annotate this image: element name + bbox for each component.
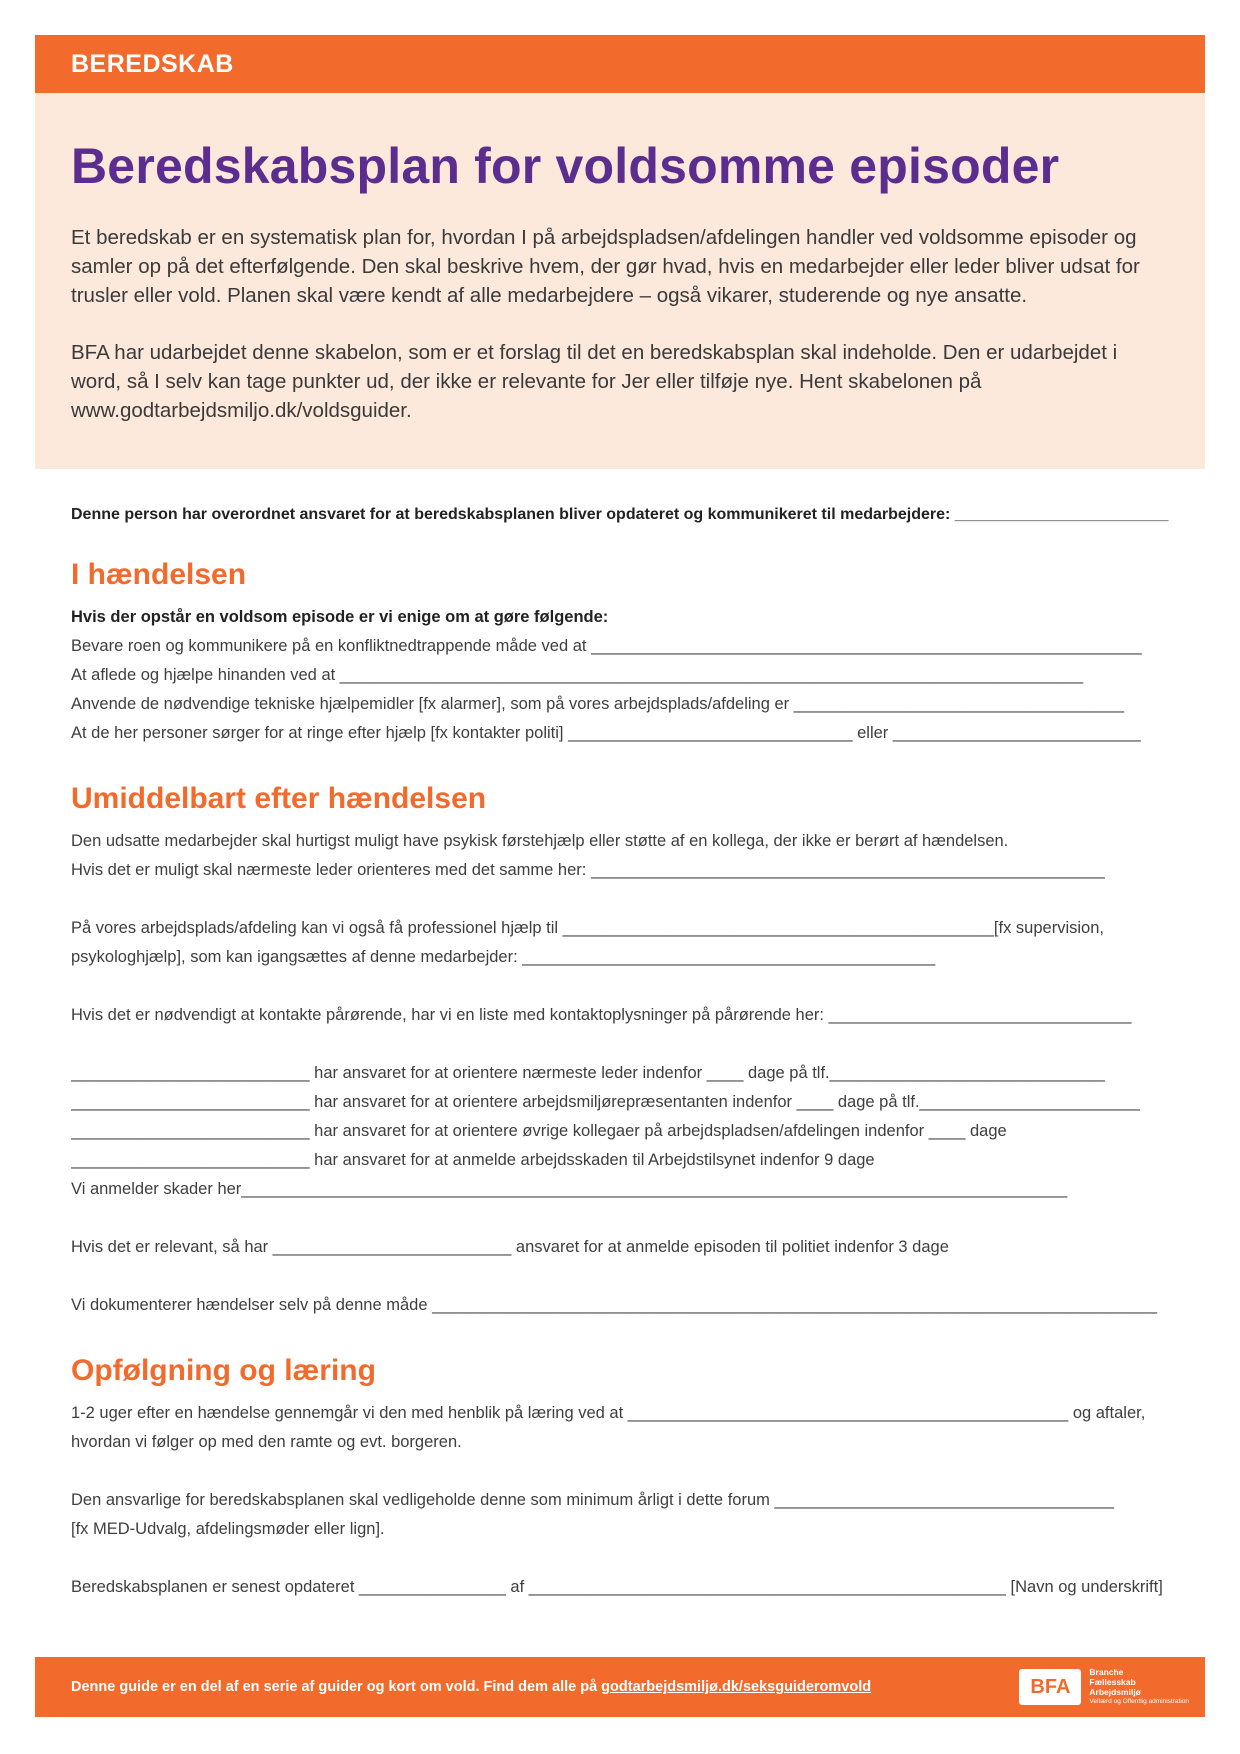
footer-text: Denne guide er en del af en serie af guider og kort om vold. Find dem alle på xyxy=(71,1679,598,1695)
logo-line: Fællesskab xyxy=(1089,1677,1136,1687)
form-line: Vi anmelder skader her__________________________________________________________________________________________ xyxy=(71,1180,1068,1198)
form-line: At aflede og hjælpe hinanden ved at _________________________________________________________________________________ xyxy=(71,666,1084,684)
form-line: Hvis det er muligt skal nærmeste leder orienteres med det samme her: ________________________________________________________ xyxy=(71,861,1105,879)
section-heading-immediately-after: Umiddelbart efter hændelsen xyxy=(71,782,487,815)
form-line: Den udsatte medarbejder skal hurtigst muligt have psykisk førstehjælp eller støtte af en kollega, der ikke er berørt af hændelsen. xyxy=(71,832,1009,850)
form-line: __________________________ har ansvaret for at orientere øvrige kollegaer på arbejdspladsen/afdelingen indenfor ____ dage xyxy=(71,1122,1007,1140)
page-title: Beredskabsplan for voldsomme episoder xyxy=(71,138,1060,194)
section-heading-during: I hændelsen xyxy=(71,558,247,591)
spacer xyxy=(71,1204,1181,1233)
intro-box xyxy=(35,93,1205,469)
bfa-logo-mark: BFA xyxy=(1019,1669,1081,1705)
form-line: [fx MED-Udvalg, afdelingsmøder eller lign]. xyxy=(71,1520,385,1538)
footer-bar xyxy=(35,1657,1205,1717)
bfa-logo-text xyxy=(1089,1667,1189,1707)
form-body xyxy=(71,500,1181,1602)
form-line: hvordan vi følger op med den ramte og evt. borgeren. xyxy=(71,1433,462,1451)
form-line: Hvis det er relevant, så har __________________________ ansvaret for at anmelde episoden til politiet indenfor 3 dage xyxy=(71,1238,949,1256)
form-line: Vi dokumenterer hændelser selv på denne måde _______________________________________________________________________________ xyxy=(71,1296,1158,1314)
form-line: Den ansvarlige for beredskabsplanen skal vedligeholde denne som minimum årligt i dette forum _____________________________________ xyxy=(71,1491,1114,1509)
form-line: Beredskabsplanen er senest opdateret ________________ af ____________________________________________________ [Navn og underskrift] xyxy=(71,1578,1163,1596)
form-line: 1-2 uger efter en hændelse gennemgår vi den med henblik på læring ved at ________________________________________________ og aftaler, xyxy=(71,1404,1146,1422)
form-line: Bevare roen og kommunikere på en konfliktnedtrappende måde ved at ____________________________________________________________ xyxy=(71,637,1142,655)
logo-line: Velfærd og Offentlig administration xyxy=(1089,1698,1189,1705)
section-heading-follow-up: Opfølgning og læring xyxy=(71,1354,376,1387)
spacer xyxy=(71,1457,1181,1486)
form-line: __________________________ har ansvaret for at orientere nærmeste leder indenfor ____ dage på tlf.______________________________ xyxy=(71,1064,1105,1082)
form-line: Hvis det er nødvendigt at kontakte pårørende, har vi en liste med kontaktoplysninger på pårørende her: _________________________________ xyxy=(71,1006,1132,1024)
logo-line: Branche xyxy=(1089,1667,1124,1677)
section-intro: Hvis der opstår en voldsom episode er vi enige om at gøre følgende: xyxy=(71,608,609,626)
form-line: __________________________ har ansvaret for at orientere arbejdsmiljørepræsentanten indenfor ____ dage på tlf.________________________ xyxy=(71,1093,1140,1111)
form-line: På vores arbejdsplads/afdeling kan vi også få professionel hjælp til _______________________________________________[fx supervision, xyxy=(71,919,1104,937)
footer-link[interactable]: godtarbejdsmiljø.dk/seksguideromvold xyxy=(601,1679,872,1695)
responsible-person-line: Denne person har overordnet ansvaret for at beredskabsplanen bliver opdateret og kommunikeret til medarbejdere: ________________________ xyxy=(71,506,1169,523)
form-line: At de her personer sørger for at ringe efter hjælp [fx kontakter politi] _______________________________ eller ___________________________ xyxy=(71,724,1141,742)
intro-paragraph-2: BFA har udarbejdet denne skabelon, som er et forslag til det en beredskabsplan skal indeholde. Den er udarbejdet i word, så I selv kan tage punkter ud, der ikke er relevante for Jer eller tilføje nye. Hent skabelonen på www.godtarbejdsmiljo.dk/voldsguider. xyxy=(71,341,1118,422)
logo-line: Arbejdsmiljø xyxy=(1089,1687,1141,1697)
intro-paragraph-1: Et beredskab er en systematisk plan for, hvordan I på arbejdspladsen/afdelingen handler ved voldsomme episoder og samler op på det efterfølgende. Den skal beskrive hvem, der gør hvad, hvis en medarbejder eller leder bliver udsat for trusler eller vold. Planen skal være kendt af alle medarbejdere – også vikarer, studerende og nye ansatte. xyxy=(71,226,1140,307)
section-label: BEREDSKAB xyxy=(35,35,1205,93)
spacer xyxy=(71,1544,1181,1573)
form-line: Anvende de nødvendige tekniske hjælpemidler [fx alarmer], som på vores arbejdsplads/afdeling er ____________________________________ xyxy=(71,695,1125,713)
spacer xyxy=(71,885,1181,914)
spacer xyxy=(71,972,1181,1001)
form-line: psykologhjælp], som kan igangsættes af denne medarbejder: _____________________________________________ xyxy=(71,948,936,966)
spacer xyxy=(71,1030,1181,1059)
form-line: __________________________ har ansvaret for at anmelde arbejdsskaden til Arbejdstilsynet indenfor 9 dage xyxy=(71,1151,875,1169)
bfa-logo xyxy=(1019,1667,1189,1707)
spacer xyxy=(71,1262,1181,1291)
